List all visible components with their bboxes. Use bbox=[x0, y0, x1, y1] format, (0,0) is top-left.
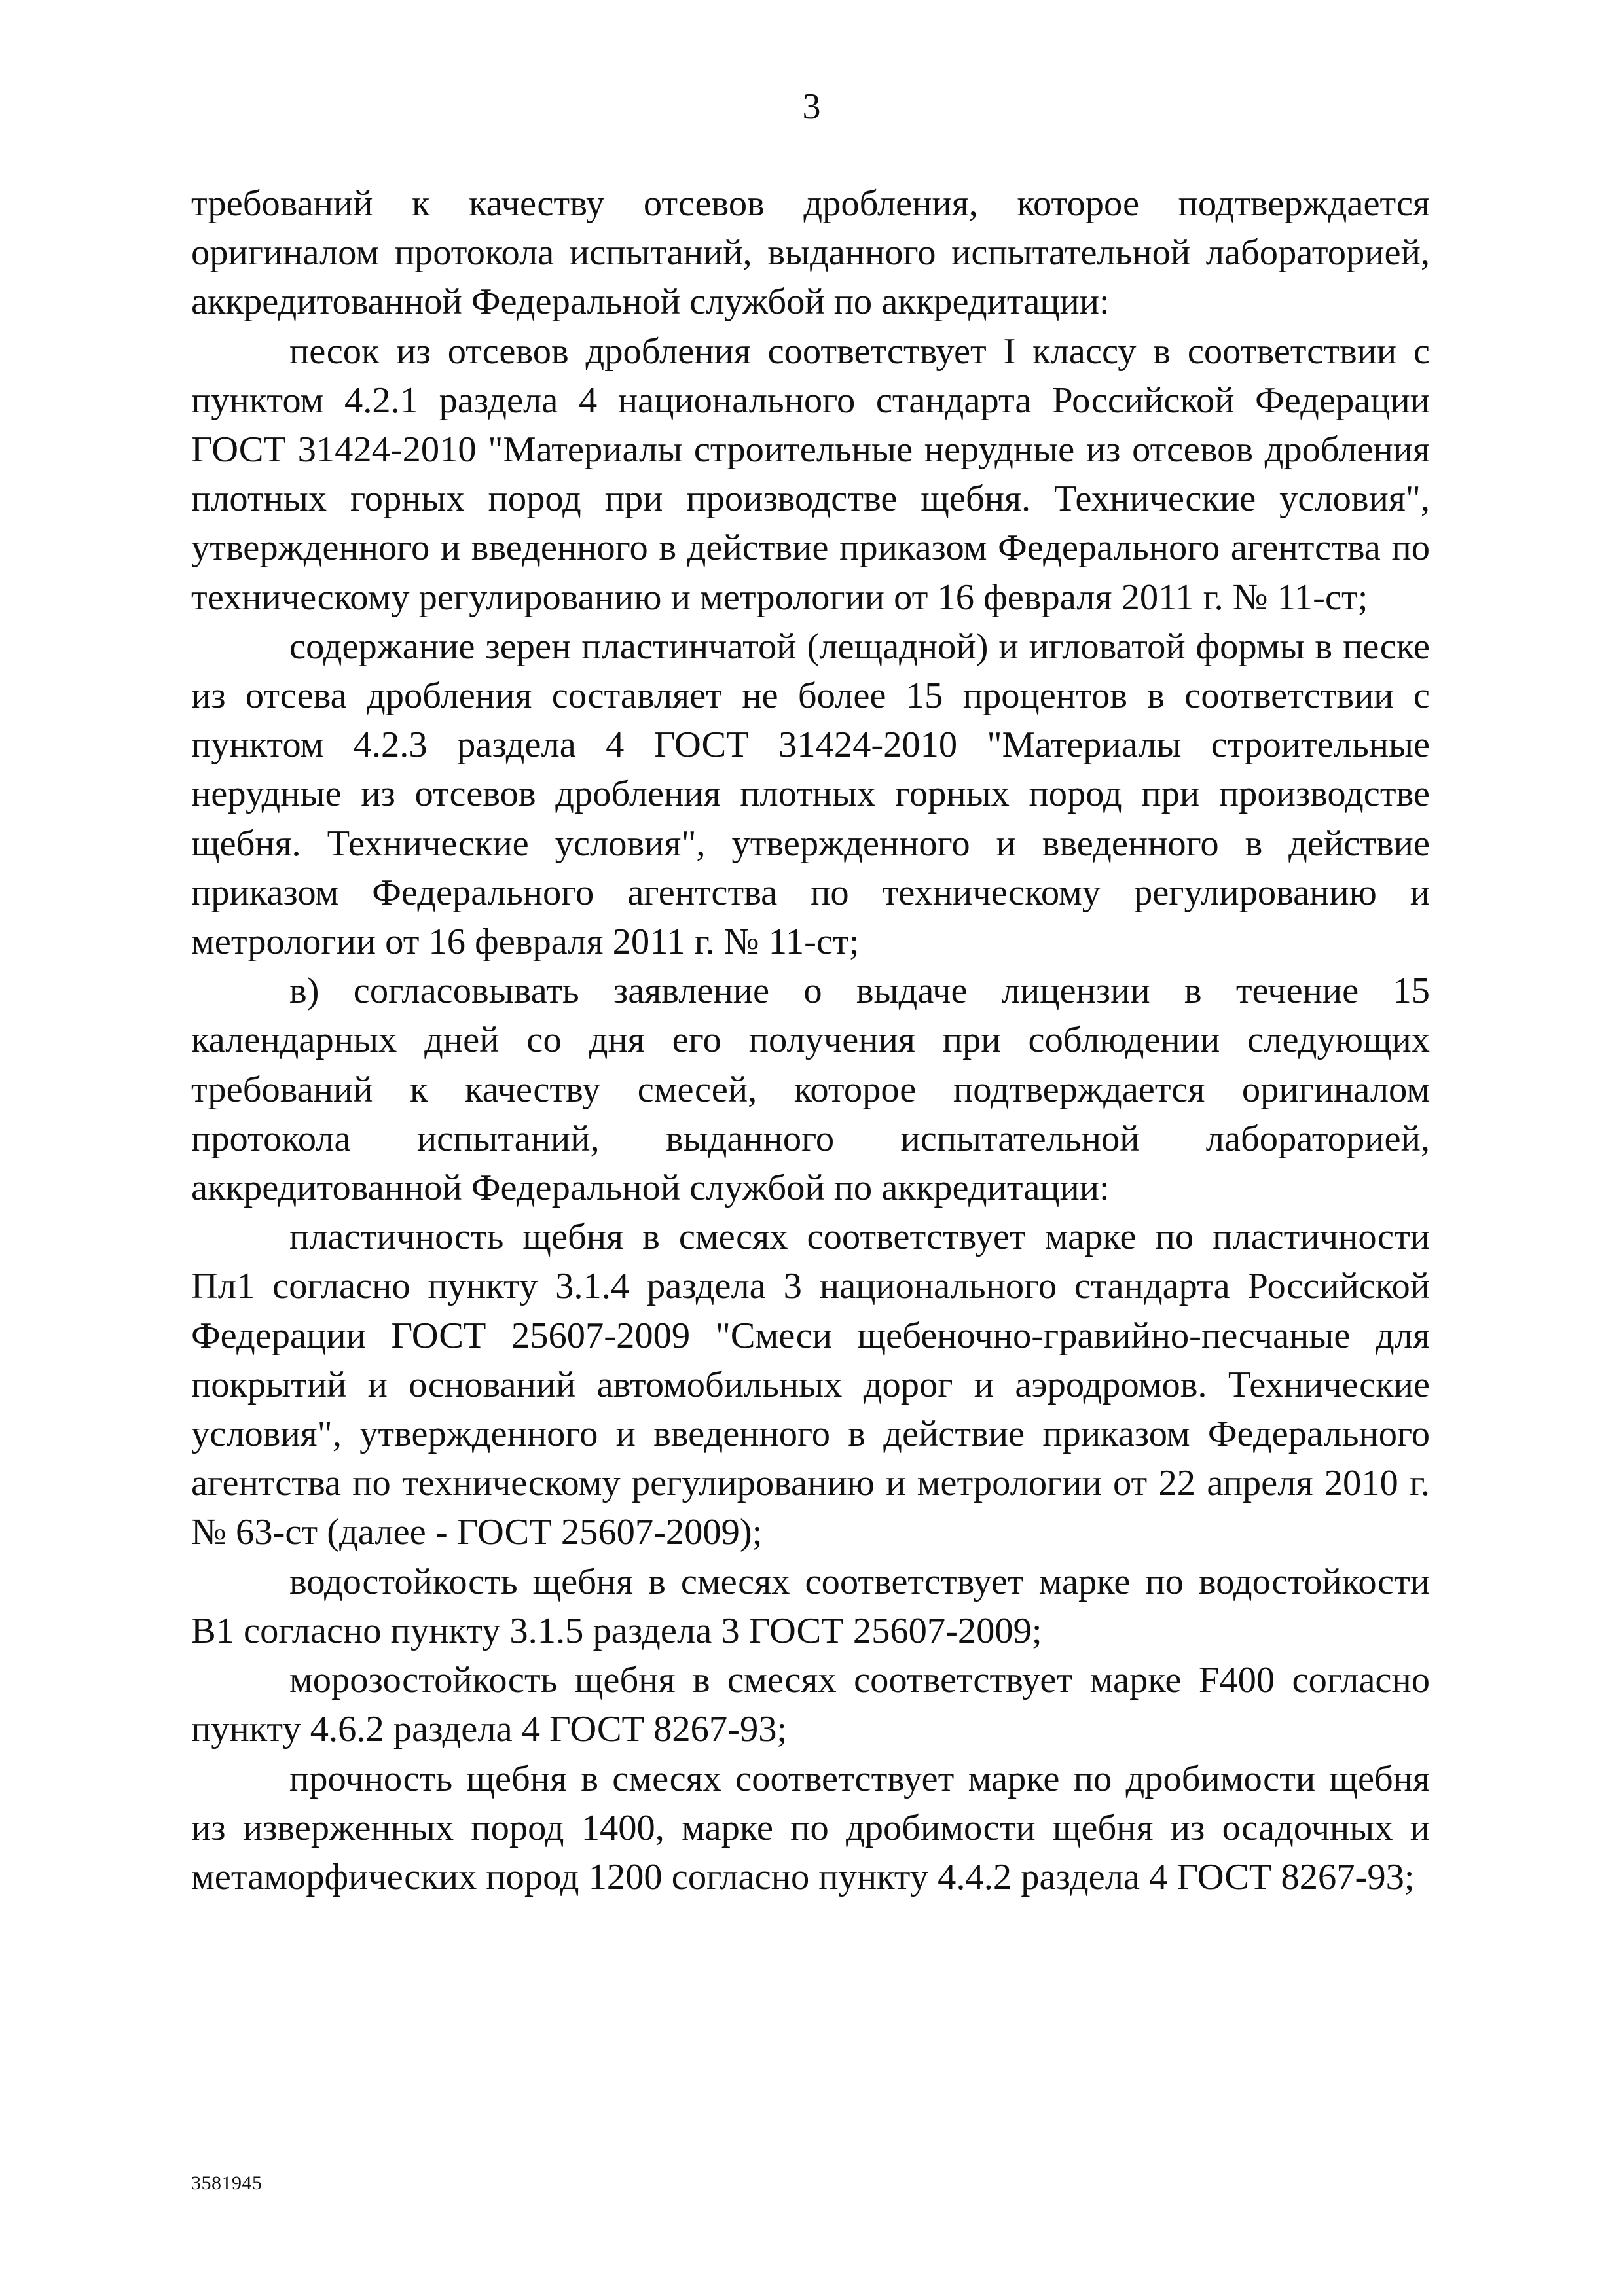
page-number: 3 bbox=[802, 86, 821, 127]
paragraph: в) согласовывать заявление о выдаче лицензии в течение 15 календарных дней со дня его получения при соблюдении следующих требований к качеству смесей, которое подтверждается оригиналом протокола испытаний, выданного испытательной лабораторией, аккредитованной Федеральной службой по аккредитации: bbox=[191, 971, 1430, 1209]
paragraph: песок из отсевов дробления соответствует I классу в соответствии с пунктом 4.2.1 раздела 4 национального стандарта Российской Федерации ГОСТ 31424-2010 "Материалы строительные нерудные из отсевов дробления плотных горных пород при производстве щебня. Технические условия", утвержденного и введенного в действие приказом Федерального агентства по техническому регулированию и метрологии от 16 февраля 2011 г. № 11-ст; bbox=[191, 331, 1430, 618]
document-code: 3581945 bbox=[191, 2172, 263, 2194]
paragraph: прочность щебня в смесях соответствует марке по дробимости щебня из изверженных пород 1400, марке по дробимости щебня из осадочных и метаморфических пород 1200 согласно пункту 4.4.2 раздела 4 ГОСТ 8267-93; bbox=[191, 1758, 1430, 1897]
paragraph: пластичность щебня в смесях соответствует марке по пластичности Пл1 согласно пункту 3.1.4 раздела 3 национального стандарта Российской Федерации ГОСТ 25607-2009 "Смеси щебеночно-гравийно-песчаные для покрытий и оснований автомобильных дорог и аэродромов. Технические условия", утвержденного и введенного в действие приказом Федерального агентства по техническому регулированию и метрологии от 22 апреля 2010 г. № 63-ст (далее - ГОСТ 25607-2009); bbox=[191, 1217, 1430, 1553]
paragraph: водостойкость щебня в смесях соответствует марке по водостойкости В1 согласно пункту 3.1.5 раздела 3 ГОСТ 25607-2009; bbox=[191, 1561, 1430, 1651]
document-body bbox=[191, 179, 1430, 1902]
paragraph: содержание зерен пластинчатой (лещадной) и игловатой формы в песке из отсева дробления составляет не более 15 процентов в соответствии с пунктом 4.2.3 раздела 4 ГОСТ 31424-2010 "Материалы строительные нерудные из отсевов дробления плотных горных пород при производстве щебня. Технические условия", утвержденного и введенного в действие приказом Федерального агентства по техническому регулированию и метрологии от 16 февраля 2011 г. № 11-ст; bbox=[191, 626, 1430, 963]
paragraph: требований к качеству отсевов дробления, которое подтверждается оригиналом протокола испытаний, выданного испытательной лабораторией, аккредитованной Федеральной службой по аккредитации: bbox=[191, 183, 1430, 323]
paragraph: морозостойкость щебня в смесях соответствует марке F400 согласно пункту 4.6.2 раздела 4 ГОСТ 8267-93; bbox=[191, 1660, 1430, 1750]
